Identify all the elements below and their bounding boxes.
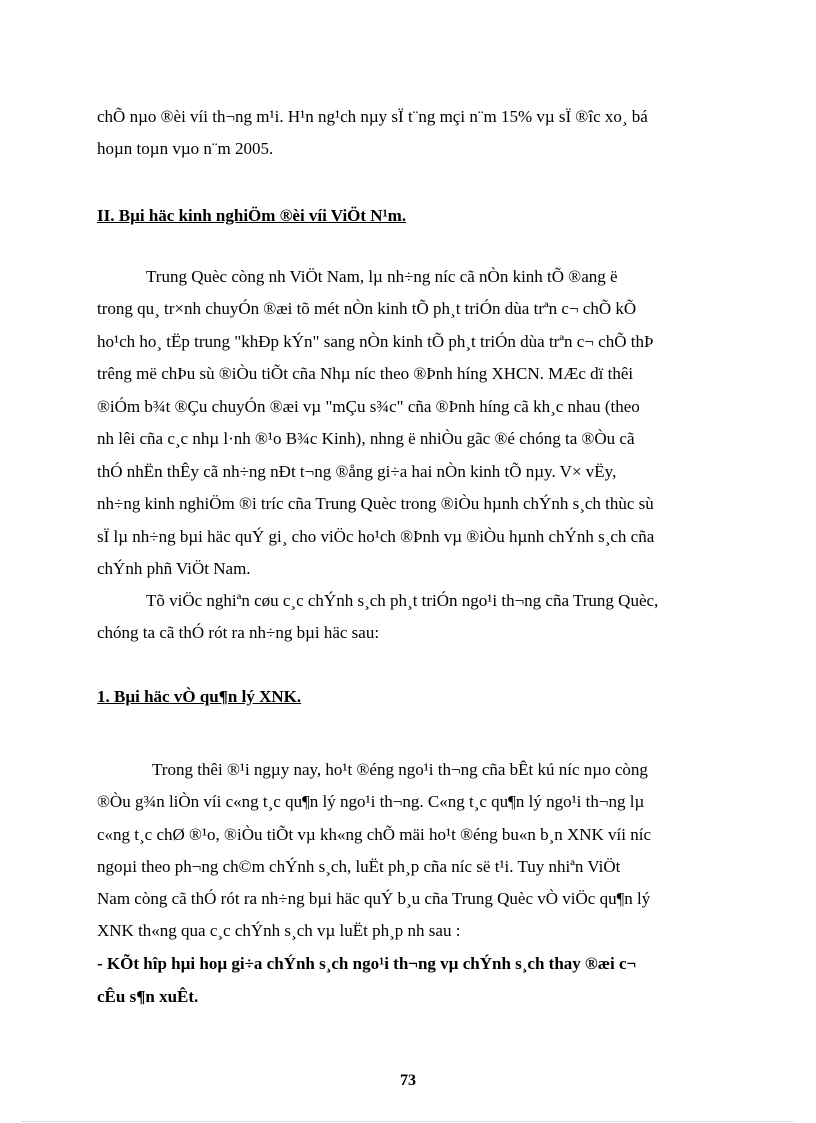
page-number: 73: [400, 1072, 416, 1089]
body-line: sÏ lµ nh÷ng bµi häc quÝ gi¸ cho viÖc ho¹ch ®Þnh vµ ®iÒu hµnh chÝnh s¸ch cña: [97, 527, 655, 546]
body-line: Nam còng cã thÓ rót ra nh÷ng bµi häc quÝ b¸u cña Trung Quèc vÒ viÖc qu¶n lý: [97, 889, 651, 908]
body-line: ®Òu g¾n liÒn víi c«ng t¸c qu¶n lý ngo¹i th¬ng. C«ng t¸c qu¶n lý ngo¹i th¬ng lµ: [97, 792, 645, 811]
body-line: XNK th«ng qua c¸c chÝnh s¸ch vµ luËt ph¸p nh sau :: [97, 921, 461, 940]
body-line: ngoµi theo ph¬ng ch©m chÝnh s¸ch, luËt ph¸p cña níc së t¹i. Tuy nhiªn ViÖt: [97, 857, 621, 876]
paragraph-first-line: Trung Quèc còng nh ViÖt Nam, lµ nh÷ng níc cã nÒn kinh tÕ ®ang ë: [146, 267, 618, 286]
body-line: chÝnh phñ ViÖt Nam.: [97, 559, 251, 578]
body-line: hoµn toµn vµo n¨m 2005.: [97, 139, 274, 158]
paragraph-first-line: Trong thêi ®¹i ngµy nay, ho¹t ®éng ngo¹i th¬ng cña bÊt kú níc nµo còng: [152, 760, 648, 779]
body-line: nh lêi cña c¸c nhµ l·nh ®¹o B¾c Kinh), nhng ë nhiÒu gãc ®é chóng ta ®Òu cã: [97, 429, 635, 448]
body-line: nh÷ng kinh nghiÖm ®i tríc cña Trung Quèc trong ®iÒu hµnh chÝnh s¸ch thùc sù: [97, 494, 654, 513]
body-line: chÕ nµo ®èi víi th¬ng m¹i. H¹n ng¹ch nµy sÏ t¨ng mçi n¨m 15% vµ sÏ ®îc xo¸ bá: [97, 107, 648, 126]
body-line: ®iÓm b¾t ®Çu chuyÓn ®æi vµ "mÇu s¾c" cña ®Þnh híng cã kh¸c nhau (theo: [97, 397, 640, 416]
subsection-heading: 1. Bµi häc vÒ qu¶n lý XNK.: [97, 687, 302, 706]
body-line: c«ng t¸c chØ ®¹o, ®iÒu tiÕt vµ kh«ng chÕ mäi ho¹t ®éng bu«n b¸n XNK víi níc: [97, 825, 652, 844]
section-heading: II. Bµi häc kinh nghiÖm ®èi víi ViÖt N¹m.: [97, 206, 407, 225]
body-line: trêng më chÞu sù ®iÒu tiÕt cña Nhµ níc theo ®Þnh híng XHCN. MÆc dï thêi: [97, 364, 634, 383]
paragraph-first-line: Tõ viÖc nghiªn cøu c¸c chÝnh s¸ch ph¸t triÓn ngo¹i th¬ng cña Trung Quèc,: [146, 591, 659, 610]
body-line: trong qu¸ tr×nh chuyÓn ®æi tõ mét nÒn kinh tÕ ph¸t triÓn dùa trªn c¬ chÕ kÕ: [97, 299, 637, 318]
body-line: thÓ nhËn thÊy cã nh÷ng nÐt t¬ng ®ång gi÷a hai nÒn kinh tÕ nµy. V× vËy,: [97, 462, 617, 481]
body-line: chóng ta cã thÓ rót ra nh÷ng bµi häc sau:: [97, 623, 380, 642]
footer-divider: [22, 1121, 794, 1122]
bold-bullet-line: - KÕt hîp hµi hoµ gi÷a chÝnh s¸ch ngo¹i th¬ng vµ chÝnh s¸ch thay ®æi c¬: [97, 954, 637, 973]
bold-bullet-line: cÊu s¶n xuÊt.: [97, 987, 199, 1006]
body-line: ho¹ch ho¸ tËp trung "khÐp kÝn" sang nÒn kinh tÕ ph¸t triÓn dùa trªn c¬ chÕ thÞ: [97, 332, 654, 351]
